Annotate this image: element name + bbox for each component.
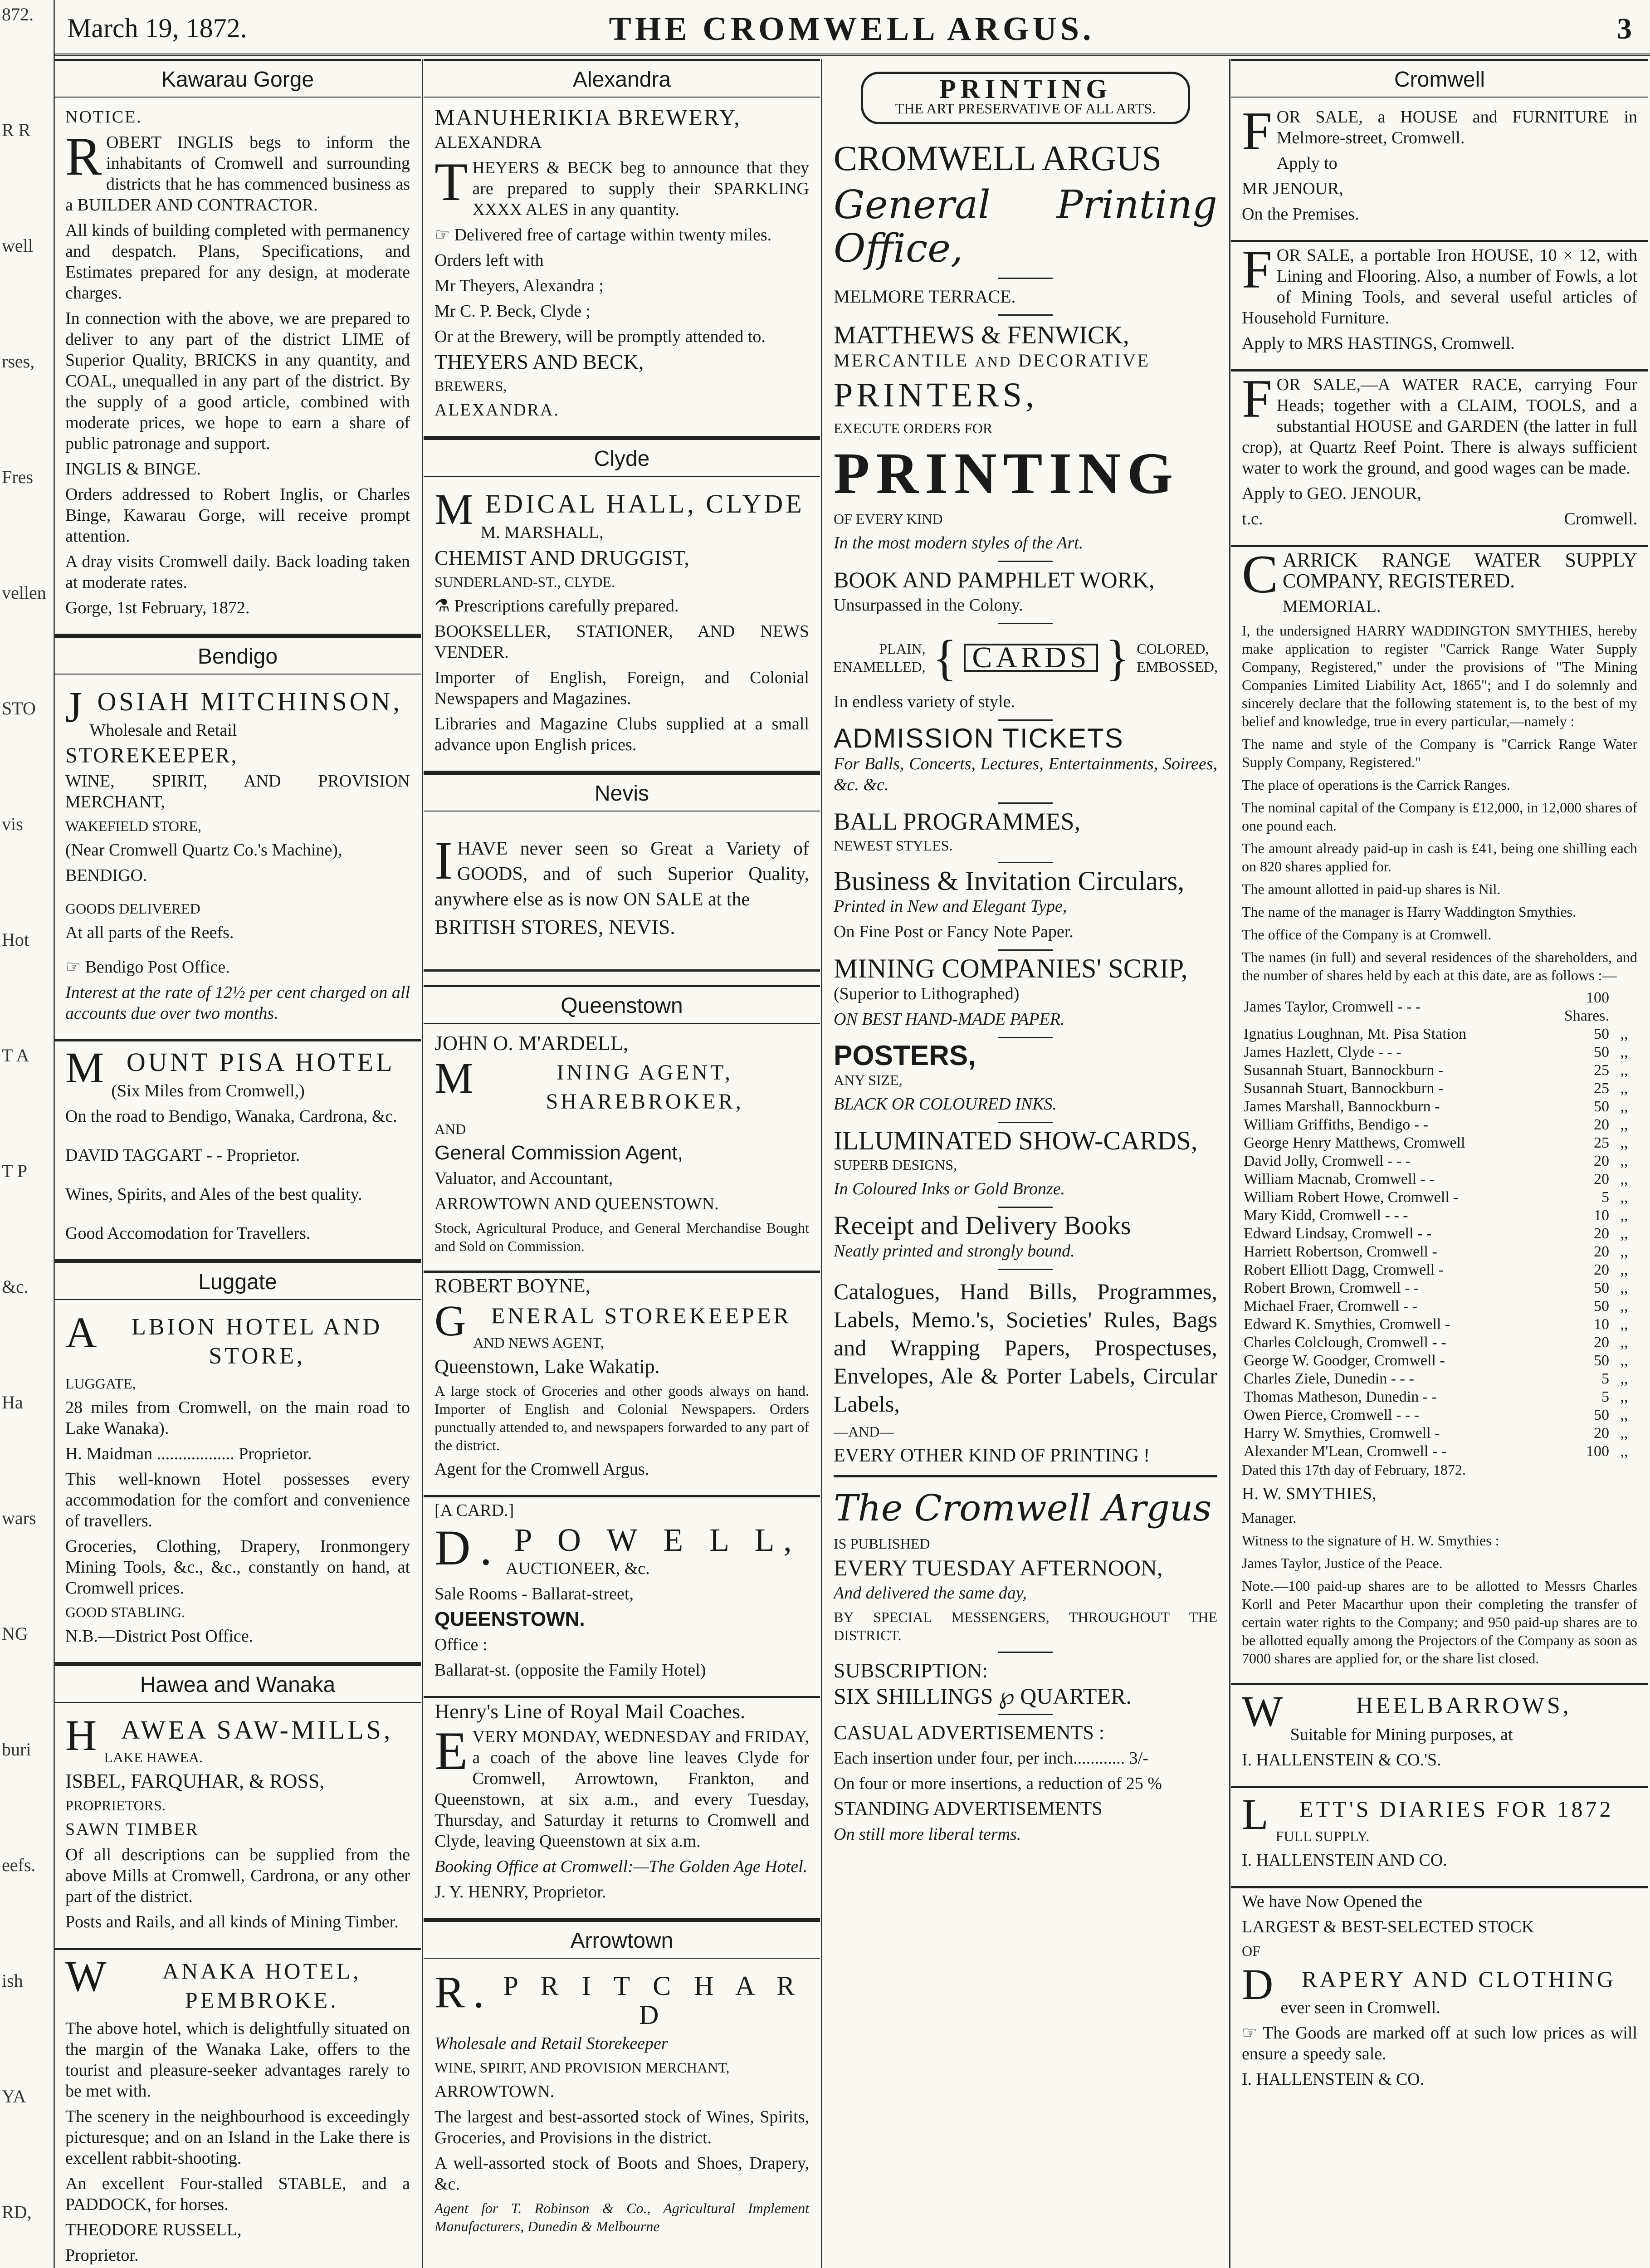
- memorial-item: The office of the Company is at Cromwell.: [1242, 926, 1492, 943]
- pointing-hand-icon: ☞: [434, 225, 454, 244]
- table-row: [1242, 989, 1637, 1025]
- masthead: [54, 0, 1650, 56]
- advert-name: ROBERT BOYNE,: [434, 1275, 591, 1297]
- inglis-advert: [54, 104, 421, 636]
- share-count: 50: [1594, 1098, 1609, 1115]
- share-count: 50: [1594, 1044, 1609, 1061]
- section-heading: Queenstown: [424, 985, 820, 1024]
- memorial-item: The name and style of the Company is "Carrick Range Water Supply Company, Registered.": [1242, 736, 1637, 770]
- share-count: 5: [1601, 1189, 1609, 1206]
- table-row: [1242, 1043, 1637, 1061]
- advert-name: RAPERY AND CLOTHING: [1302, 1966, 1616, 1992]
- share-count: 10: [1594, 1207, 1609, 1224]
- table-row: [1242, 1406, 1637, 1424]
- edge-fragment: Fres: [2, 467, 33, 487]
- brewery-advert: MANUHERIKIA BREWERY, ALEXANDRA THEYERS & BECK beg to announce that they are prepared to supply their SPARKLING XXXX ALES in any quantity. ☞ Delivered free of cartage within twenty miles. Orders left with Mr Theyers, Alexandra ; Mr C. P. Beck, Clyde ; Or at the Brewery, will be promptly attended to. THEYERS AND BECK, BREWERS, ALEXANDRA.: [424, 104, 820, 438]
- section-heading: Bendigo: [54, 636, 421, 675]
- ditto-mark: ,,: [1620, 1316, 1628, 1333]
- ditto-mark: ,,: [1620, 1026, 1628, 1042]
- ditto-mark: ,,: [1620, 1189, 1628, 1206]
- albion-advert: A LBION HOTEL AND STORE, LUGGATE, 28 miles from Cromwell, on the main road to Lake Wanaka). H. Maidman .................. Proprietor. This well-known Hotel possesses every accommodation for the comfort and convenience of travellers. Groceries, Clothing, Drapery, Ironmongery Mining Tools, &c., &c., constantly on hand, at Cromwell prices. GOOD STABLING. N.B.—District Post Office.: [54, 1306, 421, 1664]
- advert-name: OUNT PISA HOTEL: [126, 1047, 395, 1077]
- ditto-mark: ,,: [1620, 1443, 1628, 1460]
- ditto-mark: ,,: [1620, 1388, 1628, 1405]
- jenour-house-advert: FOR SALE, a HOUSE and FURNITURE in Melmore-street, Cromwell. Apply to MR JENOUR, On the Premises.: [1231, 104, 1648, 242]
- memorial-item: The nominal capital of the Company is £12,000, in 12,000 shares of one pound each.: [1242, 799, 1637, 834]
- advert-date: Gorge, 1st February, 1872.: [65, 598, 250, 617]
- advert-name: ANAKA HOTEL, PEMBROKE.: [162, 1958, 361, 2013]
- advert-name: AWEA SAW-MILLS,: [121, 1715, 393, 1745]
- medical-hall-advert: MEDICAL HALL, CLYDE M. MARSHALL, CHEMIST AND DRUGGIST, SUNDERLAND-ST., CLYDE. ⚗ Prescriptions carefully prepared. BOOKSELLER, STATIONER, AND NEWS VENDER. Importer of English, Foreign, and Colonial Newspapers and Magazines. Libraries and Magazine Clubs supplied at a small advance upon English prices.: [424, 483, 820, 773]
- advert-body: All kinds of building completed with permanency and despatch. Plans, Specifications, and Estimates prepared for any design, at moderate charges.: [65, 221, 410, 303]
- share-count: 5: [1601, 1370, 1609, 1387]
- ditto-mark: ,,: [1620, 1116, 1628, 1133]
- ditto-mark: [1611, 989, 1637, 1025]
- hastings-advert: FOR SALE, a portable Iron HOUSE, 10 × 12, with Lining and Flooring. Also, a number of Fowls, a lot of Mining Tools, and several useful articles of Household Furniture. Apply to MRS HASTINGS, Cromwell.: [1231, 242, 1648, 371]
- shareholder-name: William Macnab, Cromwell - -: [1244, 1171, 1435, 1188]
- edge-fragment: R R: [2, 120, 31, 140]
- table-row: [1242, 1388, 1637, 1406]
- wheelbarrows-advert: W HEELBARROWS, Suitable for Mining purposes, at I. HALLENSTEIN & CO.'S.: [1231, 1685, 1648, 1788]
- edge-fragment: YA: [2, 2086, 26, 2107]
- advert-body: In connection with the above, we are prepared to deliver to any part of the district LIME of Superior Quality, BRICKS in any quantity, and COAL, unequalled in any part of the district. By the supply of a good article, combined with moderate prices, we hope to earn a share of public patronage and support.: [65, 309, 410, 453]
- edge-fragment: buri: [2, 1739, 31, 1760]
- share-count: 20: [1594, 1171, 1609, 1188]
- ditto-mark: ,,: [1620, 1298, 1628, 1315]
- memorial-item: The names (in full) and several residences of the shareholders, and the number of shares held by each at this date, are as follows :—: [1242, 949, 1637, 983]
- shareholder-name: James Taylor, Cromwell - - -: [1244, 998, 1421, 1015]
- table-row: [1242, 1315, 1637, 1334]
- table-row: [1242, 1297, 1637, 1315]
- ditto-mark: ,,: [1620, 1352, 1628, 1369]
- pointing-hand-icon: ☞: [65, 958, 85, 977]
- wanaka-hotel-advert: W ANAKA HOTEL, PEMBROKE. The above hotel, which is delightfully situated on the margin of the Wanaka Lake, offers to the tourist and pleasure-seeker advantages rarely to be met with. The scenery in the neighbourhood is exceedingly picturesque; and on an Island in the Lake there is excellent rabbit-shooting. An excellent Four-stalled STABLE, and a PADDOCK, for horses. THEODORE RUSSELL, Proprietor.: [65, 1952, 410, 2265]
- memorial-items: [1242, 735, 1637, 984]
- advert-body: Orders addressed to Robert Inglis, or Charles Binge, Kawarau Gorge, will receive prompt attention.: [65, 485, 410, 546]
- ditto-mark: ,,: [1620, 1098, 1628, 1115]
- edge-fragment: NG: [2, 1623, 28, 1644]
- edge-fragment: wars: [2, 1508, 36, 1528]
- advert-name: OSIAH MITCHINSON,: [97, 687, 402, 716]
- ditto-mark: ,,: [1620, 1425, 1628, 1442]
- memorial-item: The amount already paid-up in cash is £41, being one shilling each on 820 shares applied for.: [1242, 840, 1637, 875]
- section-heading: Hawea and Wanaka: [54, 1664, 421, 1703]
- advert-name: HEELBARROWS,: [1356, 1693, 1572, 1719]
- shareholder-name: Robert Brown, Cromwell - -: [1244, 1280, 1419, 1296]
- shareholder-name: Alexander M'Lean, Cromwell - -: [1244, 1443, 1447, 1460]
- edge-fragment: rses,: [2, 351, 35, 371]
- mortar-pestle-icon: ⚗: [434, 596, 454, 616]
- share-count: 50: [1594, 1026, 1609, 1042]
- table-row: [1242, 1152, 1637, 1170]
- advert-body: A dray visits Cromwell daily. Back loading taken at moderate rates.: [65, 552, 410, 592]
- edge-fragment: well: [2, 235, 33, 256]
- coach-advert: Henry's Line of Royal Mail Coaches. EVERY MONDAY, WEDNESDAY and FRIDAY, a coach of the above line leaves Clyde for Cromwell, Arrowtown, Frankton, and Queenstown, at six a.m., and every Tuesday, Thursday, and Saturday it returns to Cromwell and Clyde, leaving Queenstown at six a.m. Booking Office at Cromwell:—The Golden Age Hotel. J. Y. HENRY, Proprietor.: [424, 1698, 820, 1920]
- shareholder-name: Michael Fraer, Cromwell - -: [1244, 1298, 1417, 1315]
- ditto-mark: ,,: [1620, 1243, 1628, 1260]
- advert-name: JOHN O. M'ARDELL,: [434, 1031, 629, 1055]
- share-count: 20: [1594, 1425, 1609, 1442]
- advert-body: ROBERT INGLIS begs to inform the inhabitants of Cromwell and surrounding districts that he has commenced business as a BUILDER AND CONTRACTOR.: [65, 126, 410, 215]
- table-row: [1242, 1134, 1637, 1152]
- ditto-mark: ,,: [1620, 1080, 1628, 1097]
- ditto-mark: ,,: [1620, 1370, 1628, 1387]
- column-rule: [821, 59, 822, 2268]
- share-count: 20: [1594, 1243, 1609, 1260]
- pointing-hand-icon: ☞: [1242, 2024, 1263, 2043]
- drapery-advert: We have Now Opened the LARGEST & BEST-SELECTED STOCK OF D RAPERY AND CLOTHING ever seen in Cromwell. ☞ The Goods are marked off at such low prices as will ensure a speedy sale. I. HALLENSTEIN & CO.: [1242, 1892, 1637, 2089]
- edge-fragment: RD,: [2, 2202, 32, 2222]
- edge-fragment: ish: [2, 1970, 23, 1991]
- table-row: [1242, 1061, 1637, 1080]
- british-stores-advert: IHAVE never seen so Great a Variety of GOODS, and of such Superior Quality, anywhere else as is now ON SALE at the BRITISH STORES, NEVIS.: [424, 818, 820, 972]
- cards-line: PLAIN, ENAMELLED, { CARDS } COLORED, EMBOSSED,: [833, 630, 1218, 685]
- shareholder-name: William Robert Howe, Cromwell -: [1244, 1189, 1459, 1206]
- ditto-mark: ,,: [1620, 1153, 1628, 1169]
- share-count: 20: [1594, 1153, 1609, 1169]
- table-row: [1242, 1170, 1637, 1188]
- table-row: [1242, 1424, 1637, 1442]
- edge-fragment: vis: [2, 814, 23, 834]
- column-1: [54, 59, 421, 2268]
- edge-fragment: T P: [2, 1161, 27, 1181]
- shareholder-name: Charles Ziele, Dunedin - - -: [1244, 1370, 1414, 1387]
- hawea-sawmills-advert: HAWEA SAW-MILLS, LAKE HAWEA. ISBEL, FARQUHAR, & ROSS, PROPRIETORS. SAWN TIMBER Of all descriptions can be supplied from the above Mills at Cromwell, Cardrona, or any other part of the district. Posts and Rails, and all kinds of Mining Timber.: [54, 1709, 421, 1950]
- shareholder-name: Harriett Robertson, Cromwell -: [1244, 1243, 1437, 1260]
- share-count: 10: [1594, 1316, 1609, 1333]
- share-count: 25: [1594, 1080, 1609, 1097]
- printing-banner: PRINTING THE ART PRESERVATIVE OF ALL ARTS.: [861, 72, 1190, 124]
- advert-name: P R I T C H A R D: [503, 1971, 803, 2030]
- ditto-mark: ,,: [1620, 1225, 1628, 1242]
- ditto-mark: ,,: [1620, 1207, 1628, 1224]
- section-heading: Cromwell: [1231, 59, 1648, 98]
- shareholder-name: Susannah Stuart, Bannockburn -: [1244, 1080, 1444, 1097]
- column-4: [1231, 59, 1648, 2268]
- mcardell-advert: JOHN O. M'ARDELL, M INING AGENT, SHAREBROKER, AND General Commission Agent, Valuator, and Accountant, ARROWTOWN AND QUEENSTOWN. Stock, Agricultural Produce, and General Merchandise Bought and Sold on Commission.: [424, 1030, 820, 1273]
- pritchard-advert: R. P R I T C H A R D Wholesale and Retail Storekeeper WINE, SPIRIT, AND PROVISION MERCHANT, ARROWTOWN. The largest and best-assorted stock of Wines, Spirits, Groceries, and Provisions in the district. A well-assorted stock of Boots and Shoes, Drapery, &c. Agent for T. Robinson & Co., Agricultural Implement Manufacturers, Dunedin & Melbourne: [434, 1967, 809, 2234]
- edge-fragment: vellen: [2, 582, 46, 603]
- table-row: [1242, 1370, 1637, 1388]
- shareholder-name: George Henry Matthews, Cromwell: [1244, 1134, 1465, 1151]
- carrick-range-advert: CARRICK RANGE WATER SUPPLY COMPANY, REGISTERED. MEMORIAL. I, the undersigned HARRY WADDINGTON SMYTHIES, hereby make application to register "Carrick Range Water Supply Company, Registered," under the provisions of "The Mining Companies Limited Liability Act, 1865"; and I do solemnly and sincerely declare that the following statement is, to the best of my belief and knowledge, true in every particular,—namely : The name and style of the Company is "Carrick Range Water Supply Company, Registered." The place of operations is the Carrick Ranges. The nominal capital of the Company is £12,000, in 12,000 shares of one pound each. The amount already paid-up in cash is £41, being one shilling each on 820 shares applied for. The amount allotted in paid-up shares is Nil. The name of the manager is Harry Waddington Smythies. The office of the Company is at Cromwell. The names (in full) and several residences of the shareholders, and the number of shares held by each at this date, are as follows :— James Taylor, Cromwell - - - 100 Shares. Ignatius Loughnan, Mt. Pisa Station 50 ,, James Hazlett, Clyde - - - 50 ,, Susannah Stuart, Bannockburn - 25 ,, Susannah Stuart, Bannockburn - 25 ,, James Marshall, Bannockburn - 50 ,, William Griffiths, Bendigo - - 20 ,, George Henry Matthews, Cromwell 25 ,, David Jolly, Cromwell - - - 20 ,, William Macnab, Cromwell - - 20 ,, William Robert Howe, Cromwell - 5 ,, Mary Kidd, Cromwell - - - 10 ,, Edward Lindsay, Cromwell - - 20 ,, Harriett Robertson, Cromwell - 20 ,, Robert Elliott Dagg, Cromwell - 20 ,, Robert Brown, Cromwell - - 50 ,, Michael Fraer, Cromwell - - 50 ,, Edward K. Smythies, Cromwell - 10 ,, Charles Colclough, Cromwell - - 20 ,, George W. Goodger, Cromwell - 50 ,, Charles Ziele, Dunedin - - - 5 ,, Thomas Matheson, Dunedin - - 5 ,, Owen Pierce, Cromwell - - - 50 ,, Harry W. Smythies, Cromwell - 20 ,, Alexander M'Lean, Cromwell - - 100 ,, Dated this 17th day of February, 1872. H. W. SMYTHIES, Manager. Witness to the signature of H. W. Smythies : James Taylor, Justice of the Peace. Note.—100 paid-up shares are to be allotted to Messrs Charles Korll and Peter Macarthur upon their completing the transfer of certain water rights to the Company; and 950 paid-up shares are to be allotted equally among the Projectors of the Company as soon as 7000 shares are applied for, or the share list closed.: [1231, 547, 1648, 1685]
- advert-name: EDICAL HALL, CLYDE: [485, 489, 805, 518]
- section-heading: Nevis: [424, 773, 820, 811]
- column-rule: [422, 59, 423, 2268]
- shareholder-name: David Jolly, Cromwell - - -: [1244, 1153, 1411, 1169]
- advert-signature: INGLIS & BINGE.: [65, 459, 201, 479]
- share-count: 50: [1594, 1407, 1609, 1423]
- memorial-item: The name of the manager is Harry Waddington Smythies.: [1242, 904, 1577, 920]
- powell-advert: [A CARD.] D. P O W E L L, AUCTIONEER, &c. Sale Rooms - Ballarat-street, QUEENSTOWN. Office : Ballarat-st. (opposite the Family Hotel): [424, 1497, 820, 1698]
- ditto-mark: ,,: [1620, 1171, 1628, 1188]
- boyne-advert: ROBERT BOYNE, GENERAL STOREKEEPER AND NEWS AGENT, Queenstown, Lake Wakatip. A large stock of Groceries and other goods always on hand. Importer of English and Colonial Newspapers. Orders punctually attended to, and newspapers forwarded to any part of the district. Agent for the Cromwell Argus.: [424, 1273, 820, 1497]
- page-number: 3: [1617, 12, 1632, 45]
- share-count: 25: [1594, 1134, 1609, 1151]
- edge-fragment: &c.: [2, 1276, 29, 1297]
- table-row: [1242, 1352, 1637, 1370]
- share-count: 20: [1594, 1334, 1609, 1351]
- share-count: 50: [1594, 1280, 1609, 1296]
- diaries-advert: L ETT'S DIARIES FOR 1872 FULL SUPPLY. I. HALLENSTEIN AND CO.: [1231, 1788, 1648, 1888]
- printing-office-advert: PRINTING THE ART PRESERVATIVE OF ALL ARTS. CROMWELL ARGUS General Printing Office, MELMORE TERRACE. MATTHEWS & FENWICK, MERCANTILE AND DECORATIVE PRINTERS, EXECUTE ORDERS FOR PRINTING OF EVERY KIND In the most modern styles of the Art. BOOK AND PAMPHLET WORK, Unsurpassed in the Colony. PLAIN, ENAMELLED, { CARDS } COLORED, EMBOSSED, In endless variety of style. ADMISSION TICKETS For Balls, Concerts, Lectures, Entertainments, Soirees, &c. &c. BALL PROGRAMMES, NEWEST STYLES. Business & Invitation Circulars, Printed in New and Elegant Type, On Fine Post or Fancy Note Paper. MINING COMPANIES' SCRIP, (Superior to Lithographed) ON BEST HAND-MADE PAPER. POSTERS, ANY SIZE, BLACK OR COLOURED INKS. ILLUMINATED SHOW-CARDS, SUPERB DESIGNS, In Coloured Inks or Gold Bronze. Receipt and Delivery Books Neatly printed and strongly bound. Catalogues, Hand Bills, Programmes, Labels, Memo.'s, Societies' Rules, Bags and Wrapping Papers, Prospectuses, Envelopes, Ale & Porter Labels, Circular Labels, —AND— EVERY OTHER KIND OF PRINTING ! The Cromwell Argus IS PUBLISHED EVERY TUESDAY AFTERNOON, And delivered the same day, BY SPECIAL MESSENGERS, THROUGHOUT THE DISTRICT. SUBSCRIPTION: SIX SHILLINGS ℘ QUARTER. CASUAL ADVERTISEMENTS : Each insertion under four, per inch............ 3/- On four or more insertions, a reduction of 25 % STANDING ADVERTISEMENTS On still more liberal terms.: [823, 59, 1228, 1860]
- shareholder-name: Harry W. Smythies, Cromwell -: [1244, 1425, 1440, 1442]
- shareholder-name: Susannah Stuart, Bannockburn -: [1244, 1062, 1444, 1079]
- share-count: 25: [1594, 1062, 1609, 1079]
- share-count: 20: [1594, 1225, 1609, 1242]
- shareholder-name: William Griffiths, Bendigo - -: [1244, 1116, 1428, 1133]
- shareholder-name: George W. Goodger, Cromwell -: [1244, 1352, 1445, 1369]
- share-count: 5: [1601, 1388, 1609, 1405]
- memorial-item: The place of operations is the Carrick Ranges.: [1242, 777, 1510, 793]
- column-3: [823, 59, 1228, 2268]
- section-heading: Alexandra: [424, 59, 820, 98]
- mitchinson-advert: JOSIAH MITCHINSON, Wholesale and Retail STOREKEEPER, WINE, SPIRIT, AND PROVISION MERCHANT, WAKEFIELD STORE, (Near Cromwell Quartz Co.'s Machine), BENDIGO. GOODS DELIVERED At all parts of the Reefs. ☞ Bendigo Post Office. Interest at the rate of 12½ per cent charged on all accounts due over two months.: [54, 681, 421, 1041]
- edge-fragment: 872.: [2, 4, 34, 24]
- column-rule: [1229, 59, 1230, 2268]
- newspaper-title: THE CROMWELL ARGUS.: [609, 10, 1095, 48]
- table-row: [1242, 1080, 1637, 1098]
- table-row: [1242, 1261, 1637, 1279]
- ditto-mark: ,,: [1620, 1407, 1628, 1423]
- mount-pisa-advert: MOUNT PISA HOTEL (Six Miles from Cromwell,) On the road to Bendigo, Wanaka, Cardrona, &c. DAVID TAGGART - - Proprietor. Wines, Spirits, and Ales of the best quality. Good Accomodation for Travellers.: [54, 1041, 421, 1261]
- ditto-mark: ,,: [1620, 1134, 1628, 1151]
- table-row: [1242, 1025, 1637, 1043]
- table-row: [1242, 1334, 1637, 1352]
- notice-heading: NOTICE.: [65, 108, 142, 127]
- table-row: [1242, 1116, 1637, 1134]
- share-count: 50: [1594, 1352, 1609, 1369]
- edge-fragment: Ha: [2, 1392, 23, 1413]
- ditto-mark: ,,: [1620, 1280, 1628, 1296]
- shareholder-name: Owen Pierce, Cromwell - - -: [1244, 1407, 1420, 1423]
- share-count: 100 Shares.: [1564, 989, 1609, 1024]
- edge-fragment: eefs.: [2, 1855, 36, 1875]
- table-row: [1242, 1098, 1637, 1116]
- ditto-mark: ,,: [1620, 1044, 1628, 1061]
- edge-fragment: Hot: [2, 929, 29, 950]
- shareholder-name: Thomas Matheson, Dunedin - -: [1244, 1388, 1437, 1405]
- table-row: [1242, 1188, 1637, 1207]
- shareholder-name: James Marshall, Bannockburn -: [1244, 1098, 1440, 1115]
- section-heading: Luggate: [54, 1261, 421, 1300]
- water-race-advert: FOR SALE,—A WATER RACE, carrying Four Heads; together with a CLAIM, TOOLS, and a substantial HOUSE and GARDEN (the latter in full crop), at Quartz Reef Point. There is always sufficient water to work the ground, and good wages can be made. Apply to GEO. JENOUR, t.c. Cromwell.: [1231, 371, 1648, 547]
- section-heading: Kawarau Gorge: [54, 59, 421, 98]
- advert-name: ETT'S DIARIES FOR 1872: [1299, 1796, 1614, 1822]
- issue-date: March 19, 1872.: [67, 13, 247, 43]
- advert-name: P O W E L L,: [514, 1522, 801, 1558]
- adjacent-page-edge: [0, 0, 55, 2268]
- advert-name: MANUHERIKIA BREWERY,: [434, 104, 741, 130]
- table-row: [1242, 1279, 1637, 1297]
- ditto-mark: ,,: [1620, 1261, 1628, 1278]
- shareholder-name: Mary Kidd, Cromwell - - -: [1244, 1207, 1408, 1224]
- shareholder-name: Edward K. Smythies, Cromwell -: [1244, 1316, 1450, 1333]
- shareholder-table: [1242, 989, 1637, 1461]
- shareholder-name: James Hazlett, Clyde - - -: [1244, 1044, 1401, 1061]
- table-row: [1242, 1243, 1637, 1261]
- edge-fragment: T A: [2, 1045, 29, 1066]
- share-count: 50: [1594, 1298, 1609, 1315]
- shareholder-name: Edward Lindsay, Cromwell - -: [1244, 1225, 1432, 1242]
- shareholder-name: Ignatius Loughnan, Mt. Pisa Station: [1244, 1026, 1467, 1042]
- section-heading: Clyde: [424, 438, 820, 477]
- table-row: [1242, 1207, 1637, 1225]
- ditto-mark: ,,: [1620, 1334, 1628, 1351]
- advert-name: LBION HOTEL AND STORE,: [132, 1314, 383, 1369]
- table-row: [1242, 1225, 1637, 1243]
- share-count: 100: [1586, 1443, 1609, 1460]
- share-count: 20: [1594, 1116, 1609, 1133]
- column-2: [424, 59, 820, 2268]
- shareholder-name: Robert Elliott Dagg, Cromwell -: [1244, 1261, 1444, 1278]
- memorial-item: The amount allotted in paid-up shares is Nil.: [1242, 881, 1501, 897]
- ditto-mark: ,,: [1620, 1062, 1628, 1079]
- section-heading: Arrowtown: [424, 1920, 820, 1959]
- edge-fragment: STO: [2, 698, 36, 719]
- advert-name: Henry's Line of Royal Mail Coaches.: [434, 1700, 746, 1723]
- shareholder-name: Charles Colclough, Cromwell - -: [1244, 1334, 1446, 1351]
- table-row: [1242, 1442, 1637, 1461]
- share-count: 20: [1594, 1261, 1609, 1278]
